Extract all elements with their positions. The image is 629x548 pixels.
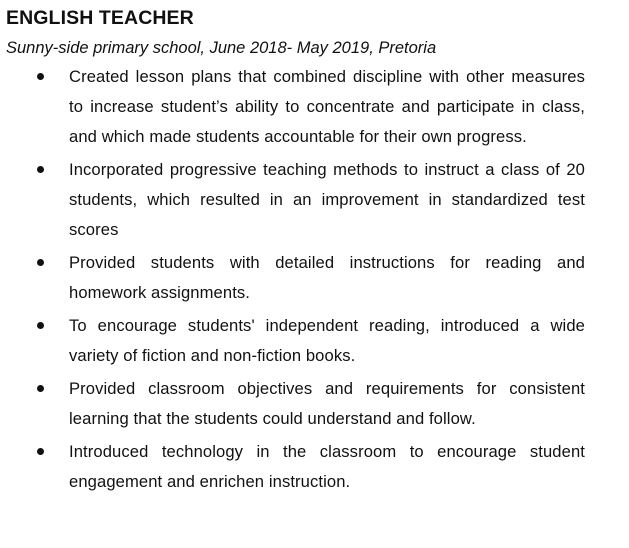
duties-list — [0, 62, 629, 500]
employer-date-location: Sunny-side primary school, June 2018- May 2019, Pretoria — [6, 39, 437, 57]
list-item — [0, 437, 585, 497]
bullet-icon — [37, 448, 44, 455]
list-item — [0, 248, 585, 308]
list-item — [0, 374, 585, 434]
list-item — [0, 311, 585, 371]
duty-text: Incorporated progressive teaching methods to instruct a class of 20 students, which resulted in an improvement in standardized test scores — [69, 160, 585, 239]
duty-text: Provided students with detailed instructions for reading and homework assignments. — [69, 253, 585, 302]
list-item — [0, 62, 585, 152]
duty-text: Provided classroom objectives and requirements for consistent learning that the students could understand and follow. — [69, 379, 585, 428]
list-item — [0, 155, 585, 245]
bullet-icon — [37, 385, 44, 392]
bullet-icon — [37, 166, 44, 173]
job-title: ENGLISH TEACHER — [6, 7, 194, 29]
duty-text: Created lesson plans that combined discipline with other measures to increase student’s ability to concentrate and participate in class, and which made students accountable for their own progress. — [69, 67, 585, 146]
bullet-icon — [37, 322, 44, 329]
duty-text: Introduced technology in the classroom to encourage student engagement and enrichen instruction. — [69, 442, 585, 491]
bullet-icon — [37, 259, 44, 266]
duty-text: To encourage students' independent reading, introduced a wide variety of fiction and non-fiction books. — [69, 316, 585, 365]
bullet-icon — [37, 73, 44, 80]
